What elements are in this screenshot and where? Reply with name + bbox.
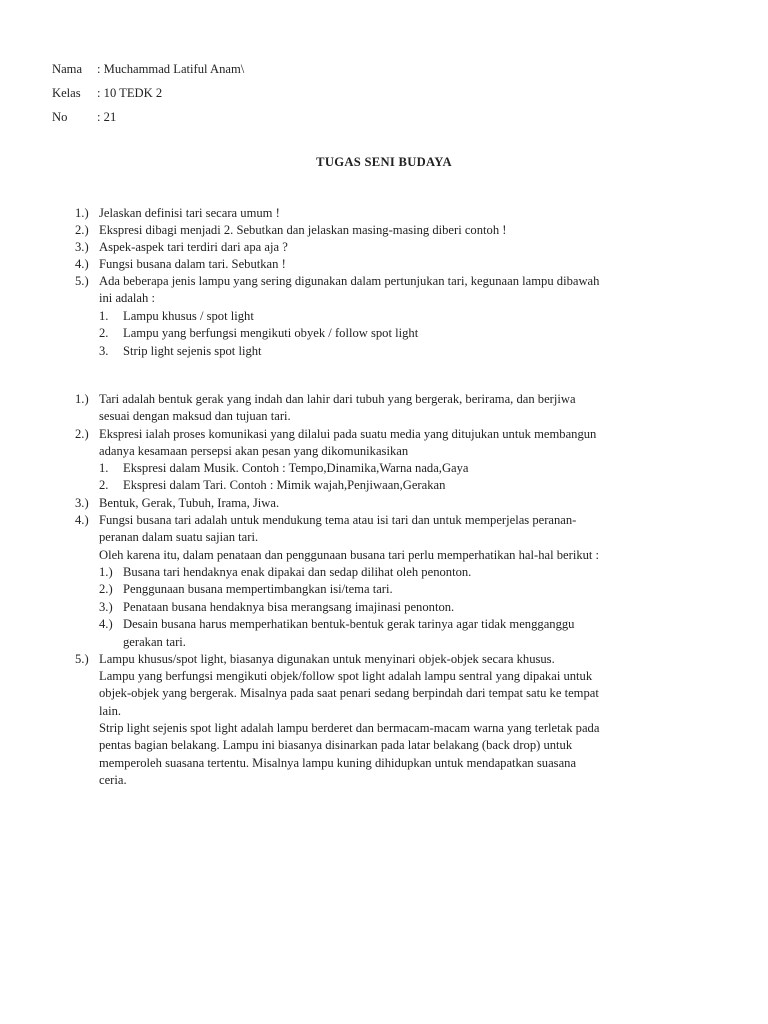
sub-item-text: Ekspresi dalam Musik. Contoh : Tempo,Dinamika,Warna nada,Gaya bbox=[123, 461, 469, 475]
question-text-continued: ini adalah : bbox=[99, 291, 155, 305]
question-text: Ekspresi dibagi menjadi 2. Sebutkan dan jelaskan masing-masing diberi contoh ! bbox=[99, 223, 507, 237]
question-number: 1.) bbox=[75, 206, 89, 220]
answer-text-continued: pentas bagian belakang. Lampu ini biasanya disinarkan pada latar belakang (back drop) untuk bbox=[99, 738, 573, 752]
answer-text: Lampu khusus/spot light, biasanya digunakan untuk menyinari objek-objek secara khusus. bbox=[99, 652, 555, 666]
sub-item-text: Lampu khusus / spot light bbox=[123, 309, 254, 323]
sub-item-text: Penggunaan busana mempertimbangkan isi/tema tari. bbox=[123, 582, 393, 596]
answer-text: Tari adalah bentuk gerak yang indah dan lahir dari tubuh yang bergerak, berirama, dan berjiwa bbox=[99, 392, 576, 406]
document-title: TUGAS SENI BUDAYA bbox=[316, 155, 452, 169]
no-value: : 21 bbox=[97, 110, 117, 124]
nama-label: Nama bbox=[52, 62, 83, 76]
sub-item-number: 1. bbox=[99, 309, 109, 323]
question-number: 4.) bbox=[75, 257, 89, 271]
sub-item-text: Ekspresi dalam Tari. Contoh : Mimik wajah,Penjiwaan,Gerakan bbox=[123, 478, 446, 492]
answer-number: 2.) bbox=[75, 427, 89, 441]
question-text: Ada beberapa jenis lampu yang sering digunakan dalam pertunjukan tari, kegunaan lampu dibawah bbox=[99, 274, 600, 288]
sub-item-number: 3. bbox=[99, 344, 109, 358]
sub-item-text: Penataan busana hendaknya bisa merangsang imajinasi penonton. bbox=[123, 600, 455, 614]
question-text: Fungsi busana dalam tari. Sebutkan ! bbox=[99, 257, 286, 271]
no-label: No bbox=[52, 110, 68, 124]
answer-text-continued: Lampu yang berfungsi mengikuti objek/follow spot light adalah lampu sentral yang dipakai untuk bbox=[99, 669, 593, 683]
kelas-value: : 10 TEDK 2 bbox=[97, 86, 163, 100]
answer-text: Ekspresi ialah proses komunikasi yang dilalui pada suatu media yang ditujukan untuk membangun bbox=[99, 427, 597, 441]
sub-item-text: Strip light sejenis spot light bbox=[123, 344, 262, 358]
sub-item-text: Lampu yang berfungsi mengikuti obyek / follow spot light bbox=[123, 326, 419, 340]
answer-text: Fungsi busana tari adalah untuk mendukung tema atau isi tari dan untuk memperjelas peranan- bbox=[99, 513, 577, 527]
question-text: Aspek-aspek tari terdiri dari apa aja ? bbox=[99, 240, 288, 254]
sub-item-number: 2.) bbox=[99, 582, 113, 596]
answer-text-continued: sesuai dengan maksud dan tujuan tari. bbox=[99, 409, 291, 423]
question-number: 5.) bbox=[75, 274, 89, 288]
sub-item-text: Busana tari hendaknya enak dipakai dan sedap dilihat oleh penonton. bbox=[123, 565, 472, 579]
answer-text-continued: objek-objek yang bergerak. Misalnya pada saat penari sedang berpindah dari tempat satu ke tempat bbox=[99, 686, 599, 700]
sub-item-number: 2. bbox=[99, 478, 109, 492]
question-number: 3.) bbox=[75, 240, 89, 254]
sub-item-text: Desain busana harus memperhatikan bentuk-bentuk gerak tarinya agar tidak mengganggu bbox=[123, 617, 575, 631]
sub-item-text-continued: gerakan tari. bbox=[123, 635, 186, 649]
answer-text-continued: lain. bbox=[99, 704, 122, 718]
answer-text-continued: memperoleh suasana tertentu. Misalnya lampu kuning dihidupkan untuk mendapatkan suasana bbox=[99, 756, 577, 770]
answer-text: Bentuk, Gerak, Tubuh, Irama, Jiwa. bbox=[99, 496, 280, 510]
nama-value: : Muchammad Latiful Anam\ bbox=[97, 62, 245, 76]
answer-number: 1.) bbox=[75, 392, 89, 406]
answer-text-continued: adanya kesamaan persepsi akan pesan yang dikomunikasikan bbox=[99, 444, 409, 458]
sub-item-number: 3.) bbox=[99, 600, 113, 614]
sub-item-number: 2. bbox=[99, 326, 109, 340]
answer-text-continued: ceria. bbox=[99, 773, 127, 787]
question-number: 2.) bbox=[75, 223, 89, 237]
answer-text-continued: Strip light sejenis spot light adalah lampu berderet dan bermacam-macam warna yang terletak pada bbox=[99, 721, 600, 735]
answer-text-continued: peranan dalam suatu sajian tari. bbox=[99, 530, 259, 544]
kelas-label: Kelas bbox=[52, 86, 81, 100]
answer-number: 5.) bbox=[75, 652, 89, 666]
sub-item-number: 4.) bbox=[99, 617, 113, 631]
question-text: Jelaskan definisi tari secara umum ! bbox=[99, 206, 280, 220]
sub-item-number: 1.) bbox=[99, 565, 113, 579]
answer-number: 4.) bbox=[75, 513, 89, 527]
answer-text-continued: Oleh karena itu, dalam penataan dan penggunaan busana tari perlu memperhatikan hal-hal berikut : bbox=[99, 548, 600, 562]
answer-number: 3.) bbox=[75, 496, 89, 510]
sub-item-number: 1. bbox=[99, 461, 109, 475]
